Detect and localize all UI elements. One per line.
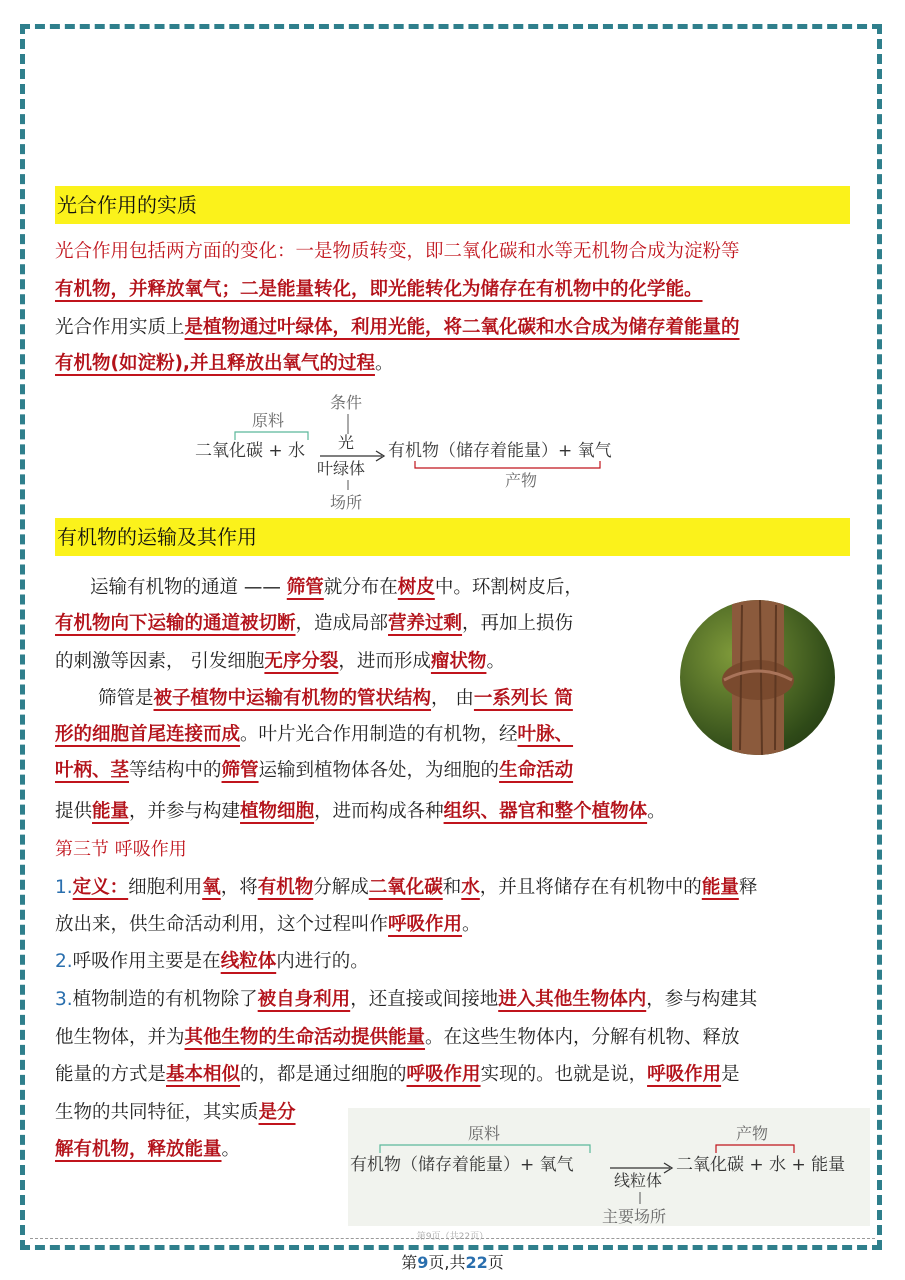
section-heading-photosynthesis: 光合作用的实质: [55, 186, 850, 224]
section-title-respiration: 第三节 呼吸作用: [55, 839, 187, 860]
mitochondria: 线粒体: [614, 1171, 663, 1190]
products: 有机物（储存着能量）+ 氧气: [388, 441, 612, 461]
paragraph-line: 的刺激等因素， 引发细胞无序分裂，进而形成瘤状物。: [55, 651, 505, 672]
paragraph-line: 形的细胞首尾连接而成。叶片光合作用制造的有机物，经叶脉、: [55, 724, 574, 745]
paragraph-line: 放出来，供生命活动利用，这个过程叫作呼吸作用。: [55, 914, 481, 935]
paragraph-line: 有机物向下运输的通道被切断，造成局部营养过剩，再加上损伤: [55, 613, 574, 634]
place-label: 主要场所: [602, 1207, 667, 1226]
product-label: 产物: [505, 471, 538, 490]
paragraph-line: 光合作用实质上是植物通过叶绿体，利用光能，将二氧化碳和水合成为储存着能量的: [55, 317, 740, 338]
reactants: 有机物（储存着能量）+ 氧气: [350, 1155, 574, 1175]
respiration-equation-diagram: [348, 1108, 870, 1226]
paragraph-line: 2.呼吸作用主要是在线粒体内进行的。: [55, 951, 369, 972]
paragraph-line: 他生物体，并为其他生物的生命活动提供能量。在这些生物体内，分解有机物、释放: [55, 1027, 740, 1048]
photosynthesis-equation-diagram: [190, 388, 660, 516]
footer-divider: [30, 1238, 875, 1239]
place-label: 场所: [330, 493, 363, 512]
paragraph-line: 有机物(如淀粉),并且释放出氧气的过程。: [55, 353, 394, 374]
paragraph-line: 3.植物制造的有机物除了被自身利用，还直接或间接地进入其他生物体内，参与构建其: [55, 989, 758, 1010]
reactants: 二氧化碳 + 水: [195, 441, 306, 461]
paragraph-line: 筛管是被子植物中运输有机物的管状结构， 由一系列长 筒: [98, 688, 573, 709]
paragraph-line: 光合作用包括两方面的变化：一是物质转变，即二氧化碳和水等无机物合成为淀粉等: [55, 241, 740, 262]
section-heading-transport: 有机物的运输及其作用: [55, 518, 850, 556]
raw-label: 原料: [468, 1124, 501, 1143]
paragraph-line: 解有机物，释放能量。: [55, 1139, 241, 1160]
paragraph-line: 能量的方式是基本相似的，都是通过细胞的呼吸作用实现的。也就是说，呼吸作用是: [55, 1064, 740, 1085]
paragraph-line: 1.定义：细胞利用氧，将有机物分解成二氧化碳和水，并且将储存在有机物中的能量释: [55, 877, 758, 898]
paragraph-line: 运输有机物的通道 —— 筛管就分布在树皮中。环割树皮后，: [90, 577, 583, 598]
raw-label: 原料: [252, 411, 285, 430]
page-number: 第9页,共22页: [401, 1253, 504, 1272]
condition-label: 条件: [330, 393, 363, 412]
products: 二氧化碳 + 水 + 能量: [676, 1155, 846, 1175]
tree-trunk-tumor-photo: [680, 600, 835, 755]
paragraph-line: 有机物，并释放氧气；二是能量转化，即光能转化为储存在有机物中的化学能。: [55, 279, 703, 300]
paragraph-line: 叶柄、茎等结构中的筛管运输到植物体各处，为细胞的生命活动: [55, 760, 574, 781]
paragraph-line: 生物的共同特征，其实质是分: [55, 1102, 296, 1123]
light-condition: 光: [338, 433, 355, 452]
faint-page-note: 第9页（共22页）: [416, 1232, 489, 1242]
chloroplast: 叶绿体: [317, 459, 366, 478]
product-label: 产物: [736, 1124, 769, 1143]
paragraph-line: 提供能量，并参与构建植物细胞，进而构成各种组织、器官和整个植物体。: [55, 801, 666, 822]
